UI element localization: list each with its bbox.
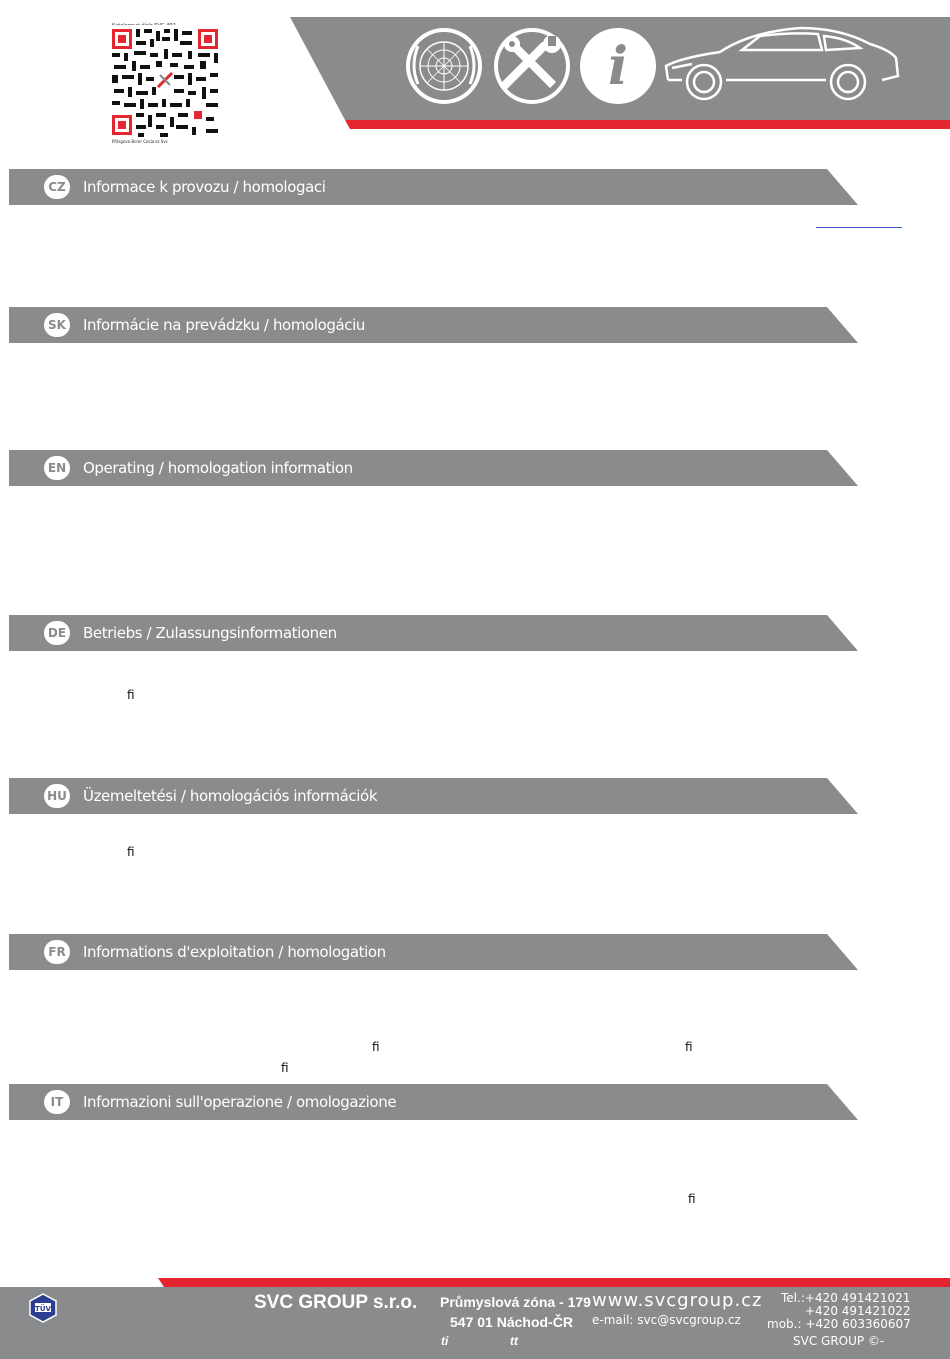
address-line1: Průmyslová zóna - 179 — [440, 1294, 591, 1310]
section-bar-de — [9, 615, 858, 651]
language-badge: SK — [44, 313, 70, 337]
company-name: SVC GROUP s.r.o. — [254, 1292, 418, 1313]
section-title: Informácie na prevádzku / homologáciu — [83, 316, 365, 334]
section-title: Operating / homologation information — [83, 459, 353, 477]
website-link[interactable]: www.svcgroup.cz — [592, 1290, 763, 1311]
mobile-phone: mob.: +420 603360607 — [767, 1317, 911, 1331]
info-glyph: i — [608, 36, 628, 97]
ligature-glyph: ﬁ — [688, 1192, 696, 1206]
info-icon — [580, 28, 656, 104]
footer-fragment: tt — [510, 1334, 518, 1348]
ligature-glyph: ﬁ — [685, 1040, 693, 1054]
tuv-logo — [30, 1294, 56, 1322]
section-bar-it — [9, 1084, 858, 1120]
section-title: Informace k provozu / homologaci — [83, 178, 326, 196]
phone-1: Tel.:+420 491421021 — [781, 1291, 911, 1305]
language-badge: DE — [44, 621, 70, 645]
section-title: Informations d'exploitation / homologation — [83, 943, 386, 961]
address-line2: 547 01 Náchod-ČR — [450, 1314, 573, 1330]
un-emblem-icon — [406, 28, 482, 104]
language-badge: CZ — [44, 175, 70, 199]
footer-fragment: ti — [441, 1334, 449, 1348]
language-badge: FR — [44, 940, 70, 964]
section-title: Betriebs / Zulassungsinformationen — [83, 624, 337, 642]
section-bar-hu — [9, 778, 858, 814]
language-badge: EN — [44, 456, 70, 480]
qr-caption-bottom: Přílsgova Bcrer Cocanrz Svc — [112, 139, 168, 144]
ligature-glyph: ﬁ — [127, 688, 135, 702]
section-bar-en — [9, 450, 858, 486]
language-badge: HU — [44, 784, 70, 808]
header-banner — [0, 0, 950, 140]
hyperlink-underline[interactable] — [816, 227, 902, 228]
section-title: Üzemeltetési / homologációs információk — [83, 787, 378, 805]
section-title: Informazioni sull'operazione / omologazione — [83, 1093, 397, 1111]
copyright: SVC GROUP ©- — [793, 1334, 885, 1348]
section-bar-sk — [9, 307, 858, 343]
ligature-glyph: ﬁ — [127, 845, 135, 859]
tools-icon — [494, 28, 570, 104]
ligature-glyph: ﬁ — [281, 1061, 289, 1075]
language-badge: IT — [44, 1090, 70, 1114]
email-link[interactable]: e-mail: svc@svcgroup.cz — [592, 1313, 741, 1327]
phone-2: +420 491421022 — [805, 1304, 911, 1318]
tuv-label: TÜV — [35, 1305, 51, 1313]
ligature-glyph: ﬁ — [372, 1040, 380, 1054]
section-bar-fr — [9, 934, 858, 970]
section-bar-cz — [9, 169, 858, 205]
